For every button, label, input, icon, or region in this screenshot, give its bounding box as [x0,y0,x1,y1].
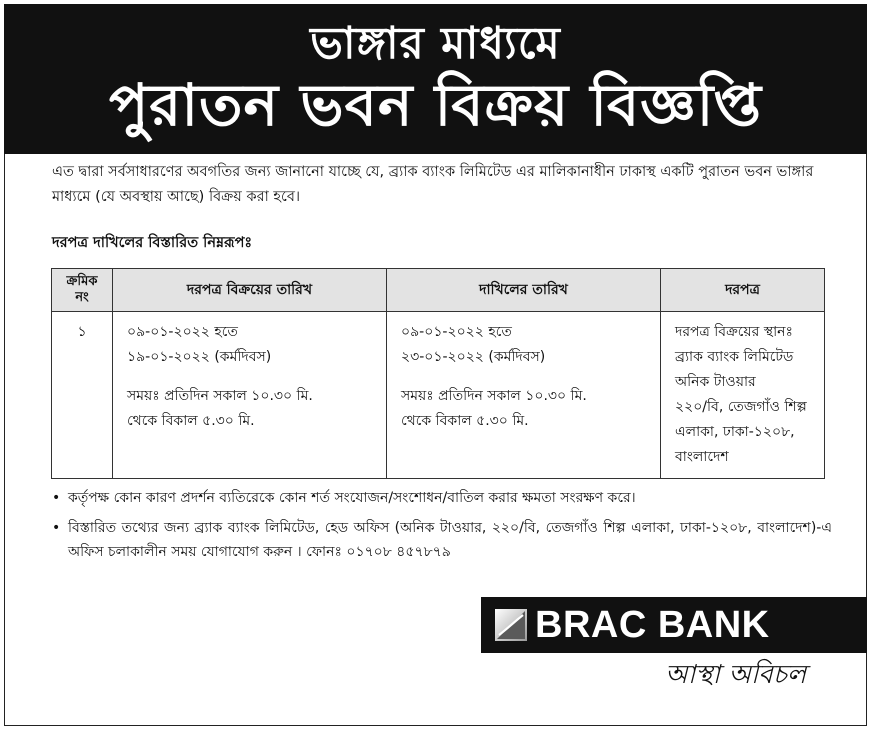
sale-date-to: ১৯-০১-২০২২ (কর্মদিবস) [127,349,272,365]
brand-tagline: আস্থা অবিচল [665,660,807,690]
serial-header-line-1: ক্রমিক [66,274,98,289]
header-line-1: ভাঙ্গার মাধ্যমে [310,18,561,69]
place-line-6: বাংলাদেশ [675,449,729,465]
note-text: কর্তৃপক্ষ কোন কারণ প্রদর্শন ব্যতিরেকে কোন শর্ত সংযোজন/সংশোধন/বাতিল করার ক্ষমতা সংরক্ষণ করে। [68,490,636,506]
sale-date-column-header: দরপত্র বিক্রয়ের তারিখ [113,269,387,312]
header-title: পুরাতন ভবন বিক্রয় বিজ্ঞপ্তি [108,71,763,139]
submit-date-column-header: দাখিলের তারিখ [387,269,661,312]
serial-cell: ১ [52,312,113,479]
serial-column-header [52,269,113,312]
table-row [52,312,825,479]
brac-bank-logo-mark-icon [495,609,527,641]
notice-header [4,4,867,154]
bullet-icon: • [52,490,61,506]
serial-header-line-2: নং [75,290,89,305]
list-item [52,486,832,510]
note-text: বিস্তারিত তথ্যের জন্য ব্র্যাক ব্যাংক লিমিটেড, হেড অফিস (অনিক টাওয়ার, ২২০/বি, তেজগাঁও শিল্প এলাকা, ঢাকা-১২০৮, বাংলাদেশ)-এ অফিস চলাকালীন সময় যোগাযোগ করুন । ফোনঃ ০১৭০৮ ৪৫৭৮৭৯ [68,520,832,560]
list-item [52,516,832,564]
place-line-3: অনিক টাওয়ার [675,374,756,390]
tender-schedule-table [51,268,825,479]
place-line-2: ব্র্যাক ব্যাংক লিমিটেড [675,349,794,365]
submit-time-line-2: থেকে বিকাল ৫.৩০ মি. [401,413,529,429]
sale-time-line-1: সময়ঃ প্রতিদিন সকাল ১০.৩০ মি. [127,388,313,404]
submit-time-line-1: সময়ঃ প্রতিদিন সকাল ১০.৩০ মি. [401,388,587,404]
submit-date-cell [387,312,661,479]
submit-date-to: ২৩-০১-২০২২ (কর্মদিবস) [401,349,546,365]
sale-date-from: ০৯-০১-২০২২ হতে [127,324,238,340]
tender-details-heading: দরপত্র দাখিলের বিস্তারিত নিম্নরূপঃ [52,235,253,251]
tender-place-cell [661,312,825,479]
table-header-row [52,269,825,312]
notes-list [52,486,832,570]
intro-paragraph: এত দ্বারা সর্বসাধারণের অবগতির জন্য জানানো যাচ্ছে যে, ব্র্যাক ব্যাংক লিমিটেড এর মালিকানাধীন ঢাকাস্থ একটি পুরাতন ভবন ভাঙ্গার মাধ্যমে (যে অবস্থায় আছে) বিক্রয় করা হবে। [52,164,814,205]
place-line-1: দরপত্র বিক্রয়ের স্থানঃ [675,324,793,340]
place-line-4: ২২০/বি, তেজগাঁও শিল্প [675,399,807,415]
tender-column-header: দরপত্র [661,269,825,312]
submit-date-from: ০৯-০১-২০২২ হতে [401,324,512,340]
sale-date-cell [113,312,387,479]
place-line-5: এলাকা, ঢাকা-১২০৮, [675,424,795,440]
sale-time-line-2: থেকে বিকাল ৫.৩০ মি. [127,413,255,429]
bullet-icon: • [52,520,61,536]
brac-bank-logo [481,597,867,653]
brand-name: BRAC BANK [535,604,770,646]
